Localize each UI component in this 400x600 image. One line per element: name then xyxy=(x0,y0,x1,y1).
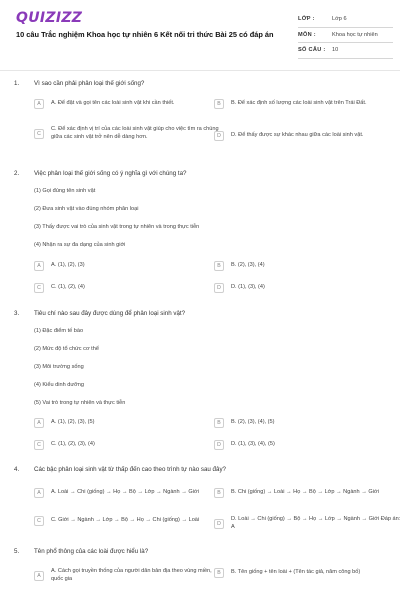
option-letter-box: D xyxy=(214,131,224,141)
statement: (1) Gọi đúng tên sinh vật xyxy=(34,188,96,194)
option-a[interactable] xyxy=(34,99,221,109)
option-text: D. Loài → Chi (giống) → Bộ → Họ → Lớp → Ngành → Giới Đáp án: A xyxy=(231,516,400,530)
option-text: D. (1), (3), (4), (5) xyxy=(231,441,275,448)
option-d[interactable] xyxy=(214,283,400,293)
option-text: A. (1), (2), (3), (5) xyxy=(51,419,95,426)
meta-value: Khoa học tự nhiên xyxy=(332,31,378,38)
statement: (3) Thấy được vai trò của sinh vật trong tự nhiên và trong thực tiễn xyxy=(34,224,200,230)
meta-row-grade xyxy=(298,12,393,28)
option-a[interactable] xyxy=(34,488,221,498)
question-text: Vì sao cần phải phân loại thế giới sống? xyxy=(34,80,145,87)
option-b[interactable] xyxy=(214,99,400,109)
question-text: Tiêu chí nào sau đây được dùng để phân loại sinh vật? xyxy=(34,310,186,317)
statement: (3) Môi trường sống xyxy=(34,364,84,370)
option-text: B. Tên giống + tên loài + (Tên tác giả, năm công bố) xyxy=(231,569,361,576)
option-text: A. Cách gọi truyền thống của người dân bản địa theo vùng miền, quốc gia xyxy=(51,568,212,582)
option-letter-box: A xyxy=(34,261,44,271)
option-b[interactable] xyxy=(214,488,400,498)
meta-row-count xyxy=(298,43,393,59)
option-letter-box: D xyxy=(214,440,224,450)
header-divider xyxy=(0,70,400,71)
option-letter-box: C xyxy=(34,440,44,450)
option-text: A. (1), (2), (3) xyxy=(51,262,85,269)
option-text: B. (2), (3), (4), (5) xyxy=(231,419,275,426)
option-text: B. Để xác định số lượng các loài sinh vật trên Trái Đất. xyxy=(231,100,367,107)
question-number: 3. xyxy=(14,310,20,317)
option-text: C. Để xác định vị trí của các loài sinh vật giúp cho việc tìm ra chúng giữa các sinh vật trở nên dễ dàng hơn. xyxy=(51,126,219,140)
question-number: 4. xyxy=(14,466,20,473)
option-letter-box: C xyxy=(34,516,44,526)
question-number: 1. xyxy=(14,80,20,87)
statement: (4) Nhận ra sự đa dạng của sinh giới xyxy=(34,242,126,248)
statement: (2) Đưa sinh vật vào đúng nhóm phân loại xyxy=(34,206,139,212)
statement: (1) Đặc điểm tế bào xyxy=(34,328,84,334)
option-text: C. (1), (2), (3), (4) xyxy=(51,441,95,448)
option-letter-box: B xyxy=(214,261,224,271)
option-a[interactable] xyxy=(34,261,221,271)
option-letter-box: A xyxy=(34,571,44,581)
option-letter-box: C xyxy=(34,129,44,139)
option-b[interactable] xyxy=(214,261,400,271)
option-letter-box: D xyxy=(214,283,224,293)
meta-key: MÔN : xyxy=(298,31,316,38)
option-letter-box: B xyxy=(214,99,224,109)
option-text: A. Loài → Chi (giống) → Họ → Bộ → Lớp → Ngành → Giới xyxy=(51,489,199,496)
option-letter-box: B xyxy=(214,418,224,428)
meta-value: Lớp 6 xyxy=(332,16,347,23)
meta-key: LỚP : xyxy=(298,16,315,23)
option-c[interactable] xyxy=(34,516,221,526)
question-number: 5. xyxy=(14,548,20,555)
option-text: A. Để đặt và gọi tên các loài sinh vật khi cần thiết. xyxy=(51,100,175,107)
option-text: D. Để thấy được sự khác nhau giữa các loài sinh vật. xyxy=(231,132,364,139)
option-letter-box: C xyxy=(34,283,44,293)
option-text: B. (2), (3), (4) xyxy=(231,262,265,269)
meta-value: 10 xyxy=(332,47,339,54)
option-letter-box: A xyxy=(34,488,44,498)
option-c[interactable] xyxy=(34,283,221,293)
option-a[interactable] xyxy=(34,418,221,428)
option-letter-box: A xyxy=(34,418,44,428)
option-d[interactable] xyxy=(214,131,400,141)
meta-row-subject xyxy=(298,28,393,44)
option-letter-box: D xyxy=(214,519,224,529)
question-text: Việc phân loại thế giới sống có ý nghĩa gì với chúng ta? xyxy=(34,170,187,177)
quizizz-logo: QUIZIZZ xyxy=(16,10,83,26)
meta-info xyxy=(298,12,393,59)
question-text: Tên phổ thông của các loài được hiểu là? xyxy=(34,548,149,555)
meta-key: SỐ CÂU : xyxy=(298,47,326,54)
option-text: B. Chi (giống) → Loài → Họ → Bộ → Lớp → Ngành → Giới xyxy=(231,489,379,496)
option-text: C. (1), (2), (4) xyxy=(51,284,85,291)
statement: (2) Mức độ tổ chức cơ thể xyxy=(34,346,99,352)
option-letter-box: B xyxy=(214,568,224,578)
option-c[interactable] xyxy=(34,126,221,141)
option-d[interactable] xyxy=(214,440,400,450)
option-letter-box: A xyxy=(34,99,44,109)
option-b[interactable] xyxy=(214,418,400,428)
option-text: D. (1), (3), (4) xyxy=(231,284,265,291)
option-text: C. Giới → Ngành → Lớp → Bộ → Họ → Chi (giống) → Loài xyxy=(51,517,200,524)
option-a[interactable] xyxy=(34,568,221,583)
question-text: Các bậc phân loại sinh vật từ thấp đến cao theo trình tự nào sau đây? xyxy=(34,466,226,473)
option-c[interactable] xyxy=(34,440,221,450)
option-d[interactable] xyxy=(214,516,400,531)
question-number: 2. xyxy=(14,170,20,177)
statement: (4) Kiểu dinh dưỡng xyxy=(34,382,85,388)
worksheet-title: 10 câu Trắc nghiệm Khoa học tự nhiên 6 Kết nối tri thức Bài 25 có đáp án xyxy=(16,30,274,39)
worksheet-header xyxy=(0,0,400,70)
option-letter-box: B xyxy=(214,488,224,498)
option-b[interactable] xyxy=(214,568,400,578)
statement: (5) Vai trò trong tự nhiên và thực tiễn xyxy=(34,400,126,406)
